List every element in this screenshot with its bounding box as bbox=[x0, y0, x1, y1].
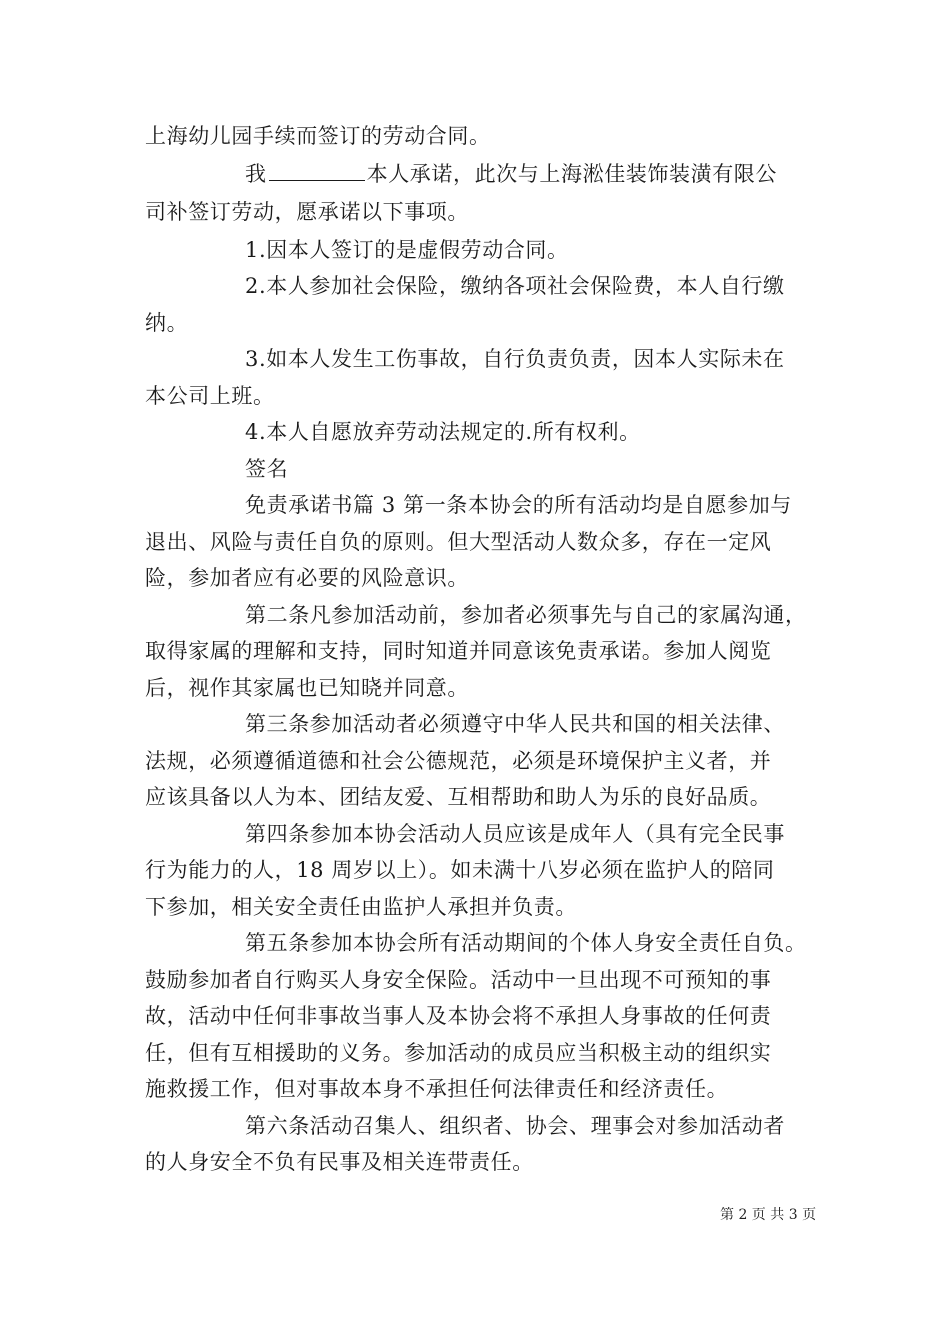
text-line: 第二条凡参加活动前，参加者必须事先与自己的家属沟通， bbox=[245, 603, 807, 627]
text-line: 应该具备以人为本、团结友爱、互相帮助和助人为乐的良好品质。 bbox=[145, 785, 772, 809]
text-line: 施救援工作，但对事故本身不承担任何法律责任和经济责任。 bbox=[145, 1077, 729, 1101]
signature-label: 签名 bbox=[245, 457, 289, 481]
pledge-subject: 我 bbox=[245, 162, 267, 186]
text-line: 鼓励参加者自行购买人身安全保险。活动中一旦出现不可预知的事 bbox=[145, 968, 772, 992]
text-line: 3.如本人发生工伤事故，自行负责负责，因本人实际未在 bbox=[245, 347, 785, 371]
text-line: 2.本人参加社会保险，缴纳各项社会保险费，本人自行缴 bbox=[245, 274, 785, 298]
text-line: 故，活动中任何非事故当事人及本协会将不承担人身事故的任何责 bbox=[145, 1004, 772, 1028]
pledge-text: 本人承诺，此次与上海淞佳装饰装潢有限公 bbox=[366, 162, 778, 186]
text-line: 任，但有互相援助的义务。参加活动的成员应当积极主动的组织实 bbox=[145, 1041, 772, 1065]
text-line: 第六条活动召集人、组织者、协会、理事会对参加活动者 bbox=[245, 1114, 785, 1138]
text-line: 本公司上班。 bbox=[145, 384, 275, 408]
text-line: 第四条参加本协会活动人员应该是成年人（具有完全民事 bbox=[245, 822, 785, 846]
text-line: 第三条参加活动者必须遵守中华人民共和国的相关法律、 bbox=[245, 712, 785, 736]
name-blank bbox=[269, 162, 365, 181]
text-line: 的人身安全不负有民事及相关连带责任。 bbox=[145, 1150, 534, 1174]
text-line: 后，视作其家属也已知晓并同意。 bbox=[145, 676, 469, 700]
text-line: 退出、风险与责任自负的原则。但大型活动人数众多，存在一定风 bbox=[145, 530, 772, 554]
text-line: 免责承诺书篇 3 第一条本协会的所有活动均是自愿参加与 bbox=[245, 493, 792, 517]
text-line: 行为能力的人，18 周岁以上）。如未满十八岁必须在监护人的陪同 bbox=[145, 858, 775, 882]
pledge-line bbox=[245, 160, 777, 188]
text-line: 法规，必须遵循道德和社会公德规范，必须是环境保护主义者，并 bbox=[145, 749, 772, 773]
text-line: 取得家属的理解和支持，同时知道并同意该免责承诺。参加人阅览 bbox=[145, 639, 772, 663]
text-line: 1.因本人签订的是虚假劳动合同。 bbox=[245, 238, 569, 262]
text-line: 下参加，相关安全责任由监护人承担并负责。 bbox=[145, 895, 577, 919]
text-line: 纳。 bbox=[145, 311, 189, 335]
text-line: 险，参加者应有必要的风险意识。 bbox=[145, 566, 469, 590]
text-line: 司补签订劳动，愿承诺以下事项。 bbox=[145, 200, 469, 224]
text-line: 上海幼儿园手续而签订的劳动合同。 bbox=[145, 124, 491, 148]
text-line: 第五条参加本协会所有活动期间的个体人身安全责任自负。 bbox=[245, 931, 807, 955]
text-line: 4.本人自愿放弃劳动法规定的.所有权利。 bbox=[245, 420, 641, 444]
page-number: 第 2 页 共 3 页 bbox=[720, 1207, 817, 1223]
